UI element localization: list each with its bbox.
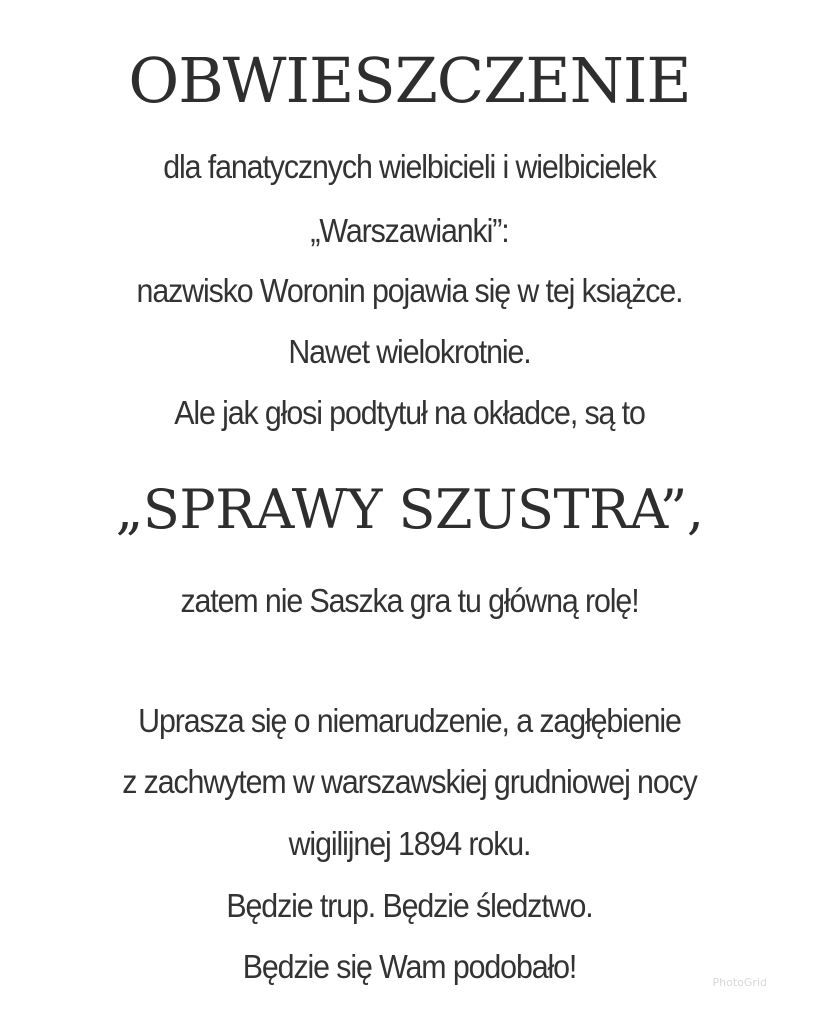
intro-line-1: dla fanatycznych wielbicieli i wielbicielek [163, 148, 656, 185]
book-subtitle-heading: „SPRAWY SZUSTRA”, [115, 478, 704, 541]
closing-line-2: z zachwytem w warszawskiej grudniowej nocy [122, 763, 697, 800]
closing-line-3: wigilijnej 1894 roku. [288, 825, 531, 862]
middle-line-1: zatem nie Saszka gra tu główną rolę! [180, 582, 639, 619]
intro-line-4: Nawet wielokrotnie. [288, 333, 531, 370]
closing-line-4: Będzie trup. Będzie śledztwo. [226, 887, 593, 924]
intro-line-2: „Warszawianki”: [310, 212, 509, 249]
intro-line-5: Ale jak głosi podtytuł na okładce, są to [174, 394, 645, 431]
closing-line-1: Uprasza się o niemarudzenie, a zagłębienie [138, 702, 681, 739]
closing-line-5: Będzie się Wam podobało! [242, 948, 577, 985]
notice-title: OBWIESZCZENIE [128, 44, 691, 117]
intro-line-3: nazwisko Woronin pojawia się w tej książce. [136, 272, 683, 309]
photogrid-watermark [713, 976, 767, 989]
watermark-text: PhotoGrid [712, 976, 767, 989]
